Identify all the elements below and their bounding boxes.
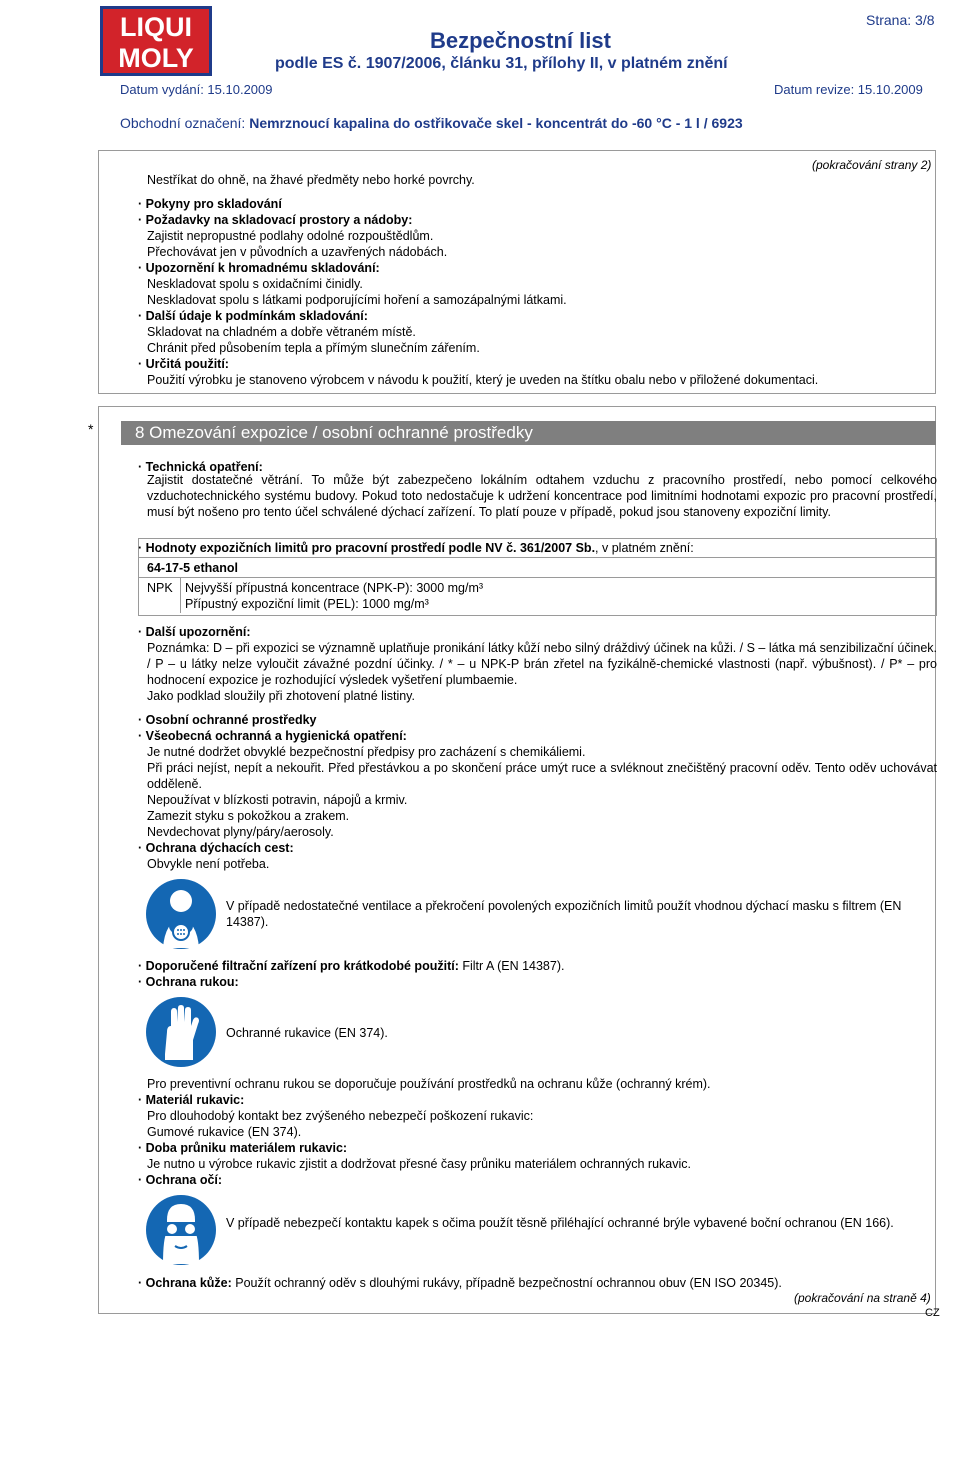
text-line: Pro preventivní ochranu rukou se doporučuje používání prostředků na ochranu kůže (ochranný krém). <box>147 1077 711 1091</box>
filter-row <box>138 958 564 974</box>
substance-name: 64-17-5 ethanol <box>147 561 239 575</box>
specific-use-label: · Určitá použití: <box>138 357 229 371</box>
text-line: Nestříkat do ohně, na žhavé předměty nebo horké povrchy. <box>147 173 475 187</box>
penetration-time-label: · Doba průniku materiálem rukavic: <box>138 1141 348 1155</box>
further-notes-label: · Další upozornění: <box>138 625 251 639</box>
text-line: Neskladovat spolu s látkami podporujícími hoření a samozápalnými látkami. <box>147 293 567 307</box>
trade-name-label: Obchodní označení: <box>120 115 246 131</box>
section8-title: 8 Omezování expozice / osobní ochranné prostředky <box>121 421 936 445</box>
skin-protection-row <box>138 1275 782 1291</box>
divider <box>139 557 935 558</box>
trade-name-row <box>120 115 743 131</box>
document-title: Bezpečnostní list <box>430 28 611 53</box>
exposure-limits-suffix: , v platném znění: <box>595 541 694 555</box>
text-line: Je nutno u výrobce rukavic zjistit a dodržovat přesné časy průniku materiálem ochranných rukavic. <box>147 1157 692 1171</box>
text-line: Chránit před působením tepla a přímým slunečním zářením. <box>147 341 480 355</box>
skin-protection-value: Použít ochranný oděv s dlouhými rukávy, případně bezpečnostní ochrannou obuv (EN ISO 20345). <box>231 1276 782 1290</box>
npk-label: NPK <box>147 581 173 595</box>
technical-measures-text: Zajistit dostatečné větrání. To může být zabezpečeno lokálním odtahem vzduchu z pracovního prostředí, nebo pomocí celkového vzduchotechnického systému budovy. Pokud toto nedostačuje k udržení koncentrace pod limitními hodnotami expozic pro pracovní prostředí, musí být nošeno pro tento účel schválené dýchací zařízení. To platí pouze v případě, pokud jsou stanoveny expoziční limity. <box>147 473 937 519</box>
divider <box>139 577 935 578</box>
ppe-heading: · Osobní ochranné prostředky <box>138 713 317 727</box>
logo-text-moly: MOLY <box>118 43 194 73</box>
divider <box>180 577 181 613</box>
text-line: Použití výrobku je stanoveno výrobcem v návodu k použití, který je uveden na štítku obalu nebo v přiložené dokumentaci. <box>147 373 819 387</box>
exposure-limits-label: · Hodnoty expozičních limitů pro pracovní prostředí podle NV č. 361/2007 Sb. <box>138 541 596 555</box>
liqui-moly-logo <box>100 6 212 76</box>
issue-date: Datum vydání: 15.10.2009 <box>120 82 273 97</box>
language-code: CZ <box>925 1307 940 1319</box>
respiratory-label: · Ochrana dýchacích cest: <box>138 841 294 855</box>
change-marker: * <box>88 421 94 437</box>
revision-date: Datum revize: 15.10.2009 <box>774 82 923 97</box>
text-line: Obvykle není potřeba. <box>147 857 270 871</box>
pel-value: Přípustný expoziční limit (PEL): 1000 mg/m³ <box>185 597 429 611</box>
respirator-mask-icon <box>145 878 217 950</box>
hygiene-label: · Všeobecná ochranná a hygienická opatření: <box>138 729 407 743</box>
text-line: Je nutné dodržet obvyklé bezpečnostní předpisy pro zacházení s chemikáliemi. <box>147 745 586 759</box>
logo-text-liqui: LIQUI <box>120 12 192 42</box>
safety-goggles-icon <box>145 1194 217 1266</box>
skin-protection-label: · Ochrana kůže: <box>138 1276 232 1290</box>
technical-measures-label: · Technická opatření: <box>138 460 263 474</box>
trade-name: Nemrznoucí kapalina do ostřikovače skel - koncentrát do -60 °C - 1 l / 6923 <box>249 115 743 131</box>
text-line: Přechovávat jen v původních a uzavřených nádobách. <box>147 245 448 259</box>
continued-from: (pokračování strany 2) <box>812 158 932 172</box>
text-line: Nepoužívat v blízkosti potravin, nápojů a krmiv. <box>147 793 408 807</box>
exposure-limits-heading <box>138 540 694 556</box>
text-line: Skladovat na chladném a dobře větraném místě. <box>147 325 416 339</box>
text-line: Neskladovat spolu s oxidačními činidly. <box>147 277 363 291</box>
text-line: Zamezit styku s pokožkou a zrakem. <box>147 809 350 823</box>
goggles-text: V případě nebezpečí kontaktu kapek s očima použít těsně přiléhající ochranné brýle vybavené boční ochranou (EN 166). <box>226 1216 894 1230</box>
continued-to: (pokračování na straně 4) <box>794 1291 931 1305</box>
hand-protection-label: · Ochrana rukou: <box>138 975 239 989</box>
text-line: Jako podklad sloužily při zhotovení platné listiny. <box>147 689 415 703</box>
protective-gloves-icon <box>145 996 217 1068</box>
filter-label: · Doporučené filtrační zařízení pro krátkodobé použití: <box>138 959 459 973</box>
filter-value: Filtr A (EN 14387). <box>458 959 565 973</box>
respirator-text: V případě nedostatečné ventilace a překročení povolených expozičních limitů použít vhodnou dýchací masku s filtrem (EN 14387). <box>226 899 902 929</box>
text-line: Při práci nejíst, nepít a nekouřit. Před přestávkou a po skončení práce umýt ruce a svléknout znečištěný pracovní oděv. Tento oděv uchovávat odděleně. <box>147 761 937 791</box>
storage-conditions-label: · Další údaje k podmínkám skladování: <box>138 309 368 323</box>
text-line: Pro dlouhodobý kontakt bez zvýšeného nebezpečí poškození rukavic: <box>147 1109 534 1123</box>
text-line: Gumové rukavice (EN 374). <box>147 1125 302 1139</box>
text-line: Zajistit nepropustné podlahy odolné rozpouštědlům. <box>147 229 434 243</box>
storage-heading: · Pokyny pro skladování <box>138 197 282 211</box>
text-line: Nevdechovat plyny/páry/aerosoly. <box>147 825 334 839</box>
bulk-storage-label: · Upozornění k hromadnému skladování: <box>138 261 380 275</box>
npk-value: Nejvyšší přípustná koncentrace (NPK-P): 3000 mg/m³ <box>185 581 484 595</box>
further-notes-text: Poznámka: D – při expozici se významně uplatňuje pronikání látky kůží nebo silný dráždivý účinek na kůži. / S – látka má senzibilizační účinek. / P – u látky nelze vyloučit závažné pozdní účinky. / * – u NPK-P brán zřetel na fyzikálně-chemické vlastnosti (např. výbušnost). / P* – pro hodnocení expozice je rozhodující výsledek vyšetření plumbaemie. <box>147 641 937 687</box>
document-subtitle: podle ES č. 1907/2006, článku 31, přílohy II, v platném znění <box>275 55 728 72</box>
gloves-text: Ochranné rukavice (EN 374). <box>226 1026 388 1040</box>
eye-protection-label: · Ochrana očí: <box>138 1173 223 1187</box>
page-number: Strana: 3/8 <box>866 12 935 28</box>
glove-material-label: · Materiál rukavic: <box>138 1093 245 1107</box>
storage-requirements-label: · Požadavky na skladovací prostory a nádoby: <box>138 213 413 227</box>
